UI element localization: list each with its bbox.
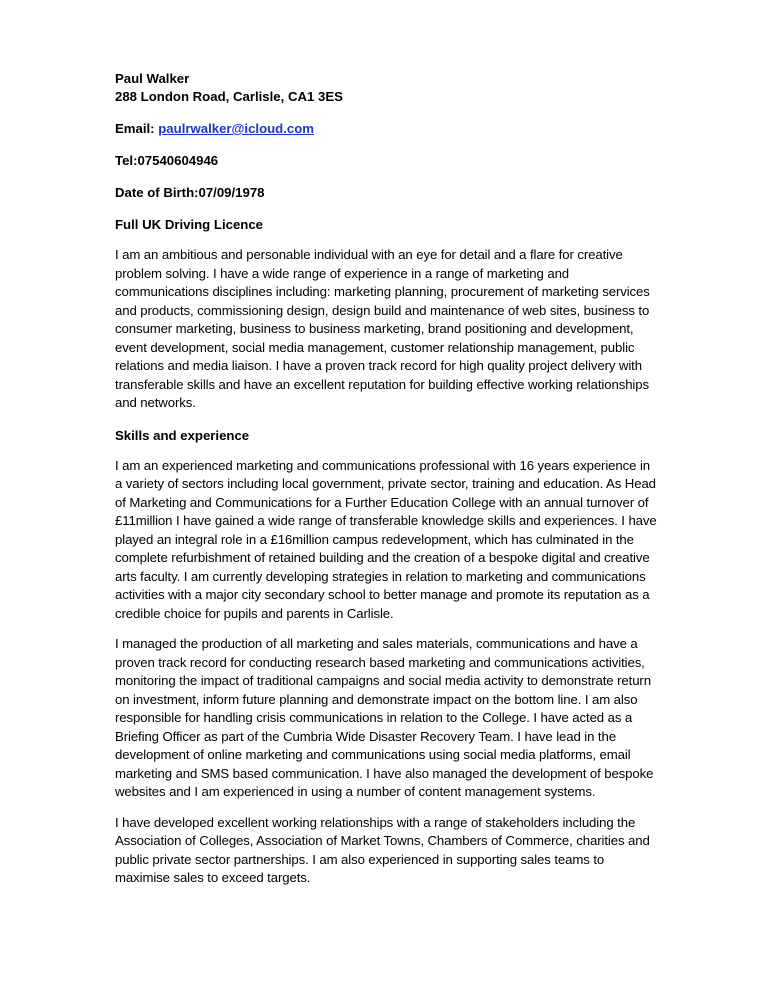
email-line (115, 120, 660, 138)
applicant-address: 288 London Road, Carlisle, CA1 3ES (115, 89, 343, 104)
email-link[interactable]: paulrwalker@icloud.com (158, 121, 315, 136)
personal-statement: I am an ambitious and personable individual with an eye for detail and a flare for creative problem solving. I have a wide range of experience in a range of marketing and communications disciplines including: marketing planning, procurement of marketing services and products, commissioning design, design build and maintenance of web sites, business to consumer marketing, business to business marketing, brand positioning and development, event development, social media management, customer relationship management, public relations and media liaison. I have a proven track record for high quality project delivery with transferable skills and have an excellent reputation for building effective working relationships and networks. (115, 247, 650, 410)
cv-page (115, 70, 660, 888)
telephone-line: Tel:07540604946 (115, 153, 219, 168)
date-of-birth-line: Date of Birth:07/09/1978 (115, 185, 265, 200)
skills-paragraph-3: I have developed excellent working relationships with a range of stakeholders including the Association of Colleges, Association of Market Towns, Chambers of Commerce, charities and public private sector partnerships. I am also experienced in supporting sales teams to maximise sales to exceed targets. (115, 814, 650, 885)
applicant-name: Paul Walker (115, 71, 190, 86)
skills-heading: Skills and experience (115, 427, 250, 443)
driving-licence-line: Full UK Driving Licence (115, 217, 264, 232)
email-label: Email: (115, 121, 155, 136)
skills-paragraph-1: I am an experienced marketing and communications professional with 16 years experience in a variety of sectors including local government, private sector, training and education. As Head of Marketing and Communications for a Further Education College with an annual turnover of £11million I have gained a wide range of transferable knowledge skills and experiences. I have played an integral role in a £16million campus redevelopment, which has culminated in the complete refurbishment of retained building and the creation of a bespoke digital and creative arts faculty. I am currently developing strategies in relation to marketing and communications activities with a major city secondary school to better manage and promote its reputation as a credible choice for pupils and parents in Carlisle. (115, 457, 657, 621)
skills-paragraph-2: I managed the production of all marketing and sales materials, communications and have a proven track record for conducting research based marketing and communications activities, monitoring the impact of traditional campaigns and social media activity to demonstrate return on investment, inform future planning and demonstrate impact on the bottom line. I am also responsible for handling crisis communications in relation to the College. I have acted as a Briefing Officer as part of the Cumbria Wide Disaster Recovery Team. I have lead in the development of online marketing and communications using social media platforms, email marketing and SMS based communication. I have also managed the development of bespoke websites and I am experienced in using a number of content management systems. (115, 636, 654, 799)
